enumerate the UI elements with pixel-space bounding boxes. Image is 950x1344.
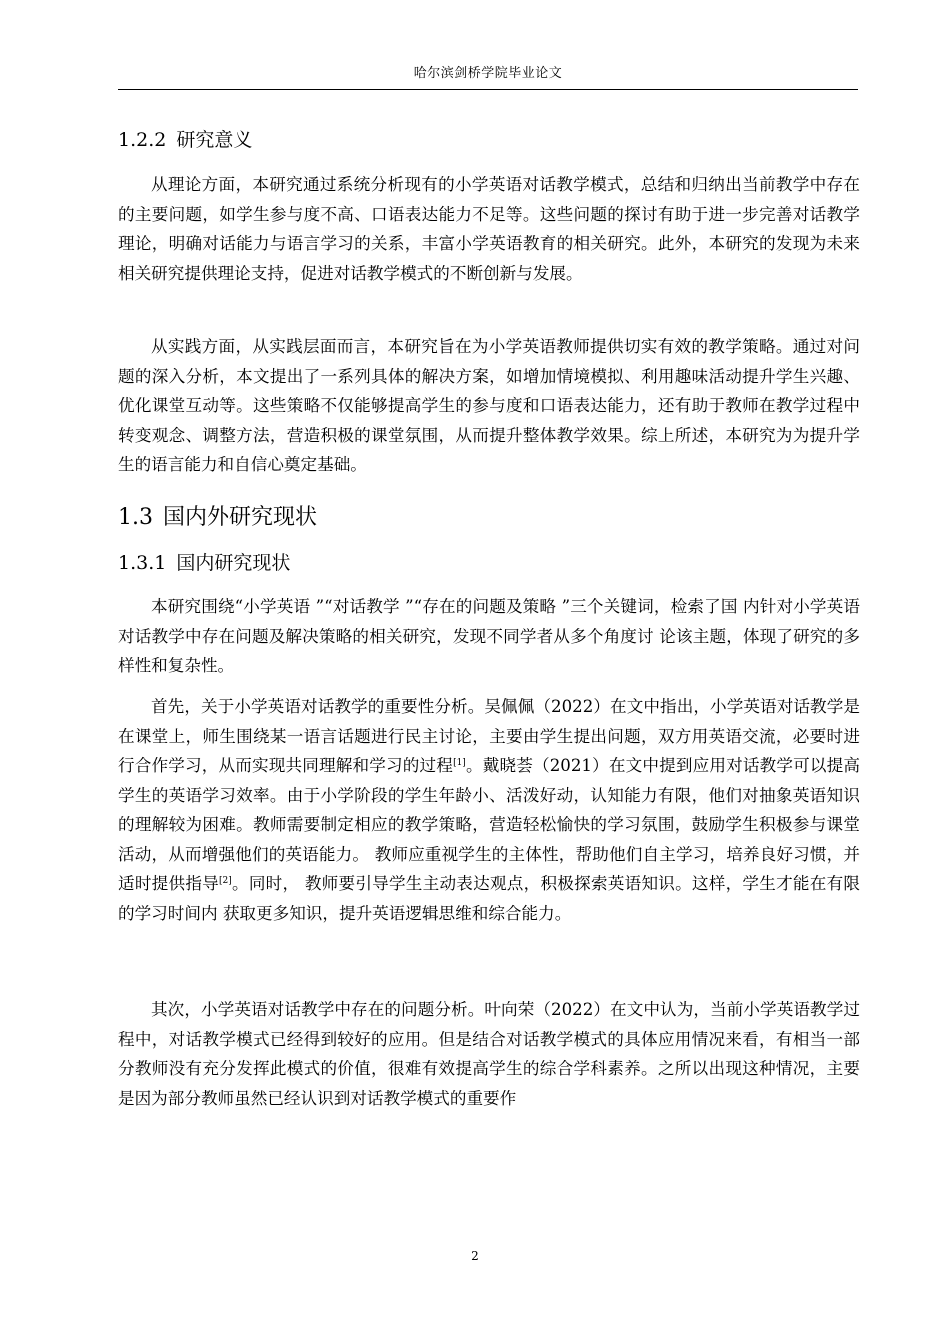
paragraph-problems: 其次，小学英语对话教学中存在的问题分析。叶向荣（2022）在文中认为，当前小学英语教学过程中，对话教学模式已经得到较好的应用。但是结合对话教学模式的具体应用情况来看，有相当一部分教师没有充分发挥此模式的价值，很难有效提高学生的综合学科素养。之所以出现这种情况，主要是因为部分教师虽然已经认识到对话教学模式的重要作	[118, 1000, 860, 1108]
section-heading-1-2-2	[118, 128, 252, 152]
section-heading-1-3-1	[118, 551, 290, 575]
paragraph-importance	[118, 692, 860, 928]
section-title: 研究意义	[176, 129, 253, 151]
paragraph-text: 首先，关于小学英语对话教学的重要性分析。吴佩佩（2022）在文中指出，小学英语对话教学是在课堂上，师生围绕某一语言话题进行民主讨论，主要由学生提出问题，双方用英语交流，必要时进行合作学习，从而实现共同理解和学习的过程	[118, 697, 860, 775]
page-number: 2	[471, 1249, 479, 1263]
section-number: 1.3.1	[118, 552, 167, 574]
paragraph-text: 。戴晓荟（2021）在文中提到应用对话教学可以提高学生的英语学习效率。由于小学阶段的学生年龄小、活泼好动，认知能力有限，他们对抽象英语知识的理解较为困难。教师需要制定相应的教学策略，营造轻松愉快的学习氛围，鼓励学生积极参与课堂活动，从而增强他们的英语能力。 教师应重视学生的主体性，帮助他们自主学习，培养良好习惯，并适时提供指导	[118, 756, 861, 893]
citation-ref: [1]	[453, 758, 466, 768]
page-header	[118, 63, 858, 90]
paragraph-text: 。同时， 教师要引导学生主动表达观点，积极探索英语知识。这样，学生才能在有限的学习时间内 获取更多知识，提升英语逻辑思维和综合能力。	[118, 874, 861, 923]
paragraph-practice: 从实践方面，从实践层面而言，本研究旨在为小学英语教师提供切实有效的教学策略。通过对问题的深入分析，本文提出了一系列具体的解决方案，如增加情境模拟、利用趣味活动提升学生兴趣、优化课堂互动等。这些策略不仅能够提高学生的参与度和口语表达能力，还有助于教师在教学过程中转变观念、调整方法，营造积极的课堂氛围，从而提升整体教学效果。综上所述，本研究为为提升学生的语言能力和自信心奠定基础。	[118, 337, 860, 474]
section-title: 国内外研究现状	[163, 505, 318, 530]
paragraph-theory: 从理论方面，本研究通过系统分析现有的小学英语对话教学模式，总结和归纳出当前教学中存在的主要问题，如学生参与度不高、口语表达能力不足等。这些问题的探讨有助于进一步完善对话教学理论，明确对话能力与语言学习的关系，丰富小学英语教育的相关研究。此外，本研究的发现为未来相关研究提供理论支持，促进对话教学模式的不断创新与发展。	[118, 175, 860, 283]
section-number: 1.2.2	[118, 129, 167, 151]
section-number: 1.3	[118, 505, 153, 530]
header-title: 哈尔滨剑桥学院毕业论文	[413, 66, 563, 81]
citation-ref: [2]	[219, 876, 232, 886]
section-heading-1-3	[118, 504, 317, 532]
section-title: 国内研究现状	[176, 552, 291, 574]
paragraph-keywords: 本研究围绕“小学英语 ”“对话教学 ”“存在的问题及策略 ”三个关键词，检索了国 内针对小学英语对话教学中存在问题及解决策略的相关研究，发现不同学者从多个角度讨 论该主题，体现了研究的多样性和复杂性。	[118, 597, 860, 675]
